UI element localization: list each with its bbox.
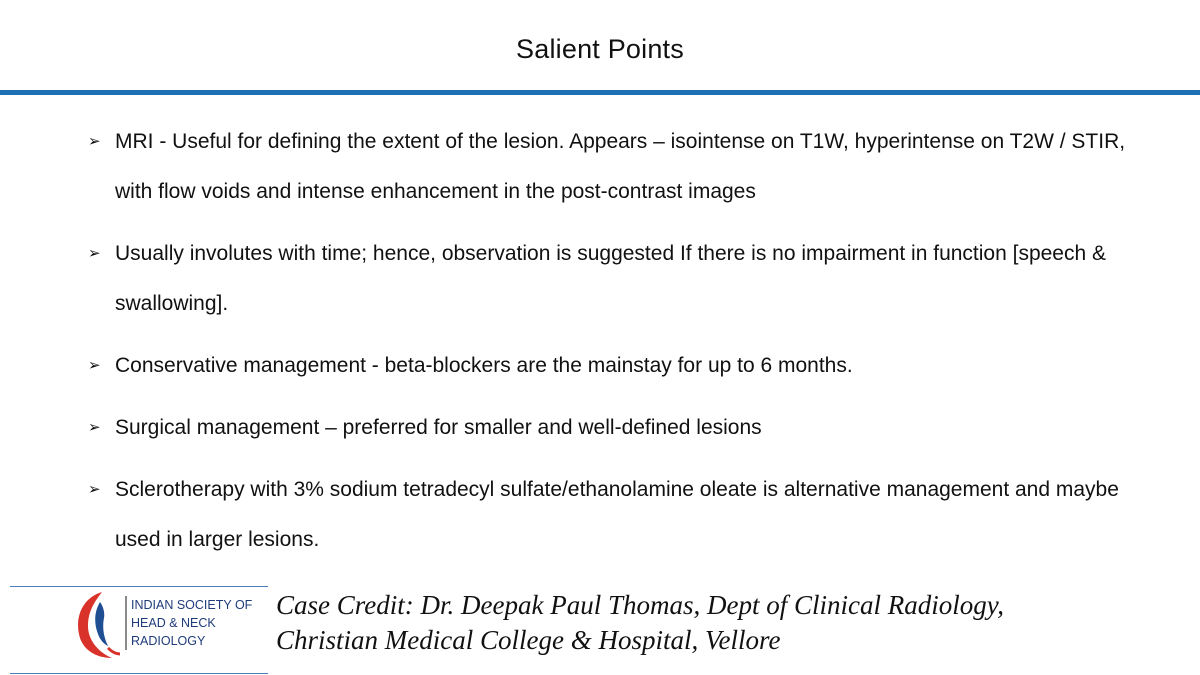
footer-divider-bottom <box>10 673 268 674</box>
bullet-text: Usually involutes with time; hence, observation is suggested If there is no impairment in function [speech & swallowing]. <box>115 242 1107 315</box>
society-name <box>125 596 281 650</box>
society-name-line: HEAD & NECK <box>131 616 216 630</box>
case-credit-line: Christian Medical College & Hospital, Vellore <box>276 625 781 655</box>
arrow-bullet-icon: ➢ <box>88 419 101 436</box>
bullet-item <box>88 403 1168 453</box>
arrow-bullet-icon: ➢ <box>88 245 101 262</box>
bullet-item <box>88 117 1168 217</box>
slide-title: Salient Points <box>516 34 684 64</box>
society-logo-icon <box>72 588 122 662</box>
arrow-bullet-icon: ➢ <box>88 357 101 374</box>
bullet-item <box>88 465 1168 565</box>
footer-divider-top <box>10 586 268 587</box>
bullet-item <box>88 341 1168 391</box>
title-divider <box>0 90 1200 95</box>
arrow-bullet-icon: ➢ <box>88 481 101 498</box>
bullet-text: Sclerotherapy with 3% sodium tetradecyl sulfate/ethanolamine oleate is alternative management and maybe used in larger lesions. <box>115 478 1119 551</box>
bullet-item <box>88 229 1168 329</box>
bullet-text: Surgical management – preferred for smaller and well-defined lesions <box>115 416 762 439</box>
society-name-line: RADIOLOGY <box>131 634 206 648</box>
case-credit-line: Case Credit: Dr. Deepak Paul Thomas, Dept of Clinical Radiology, <box>276 590 1004 620</box>
arrow-bullet-icon: ➢ <box>88 133 101 150</box>
bullet-text: MRI - Useful for defining the extent of the lesion. Appears – isointense on T1W, hyperintense on T2W / STIR, with flow voids and intense enhancement in the post-contrast images <box>115 130 1126 203</box>
case-credit <box>276 588 1176 658</box>
society-name-line: INDIAN SOCIETY OF <box>131 598 253 612</box>
bullet-text: Conservative management - beta-blockers are the mainstay for up to 6 months. <box>115 354 853 377</box>
bullet-list <box>88 117 1168 577</box>
